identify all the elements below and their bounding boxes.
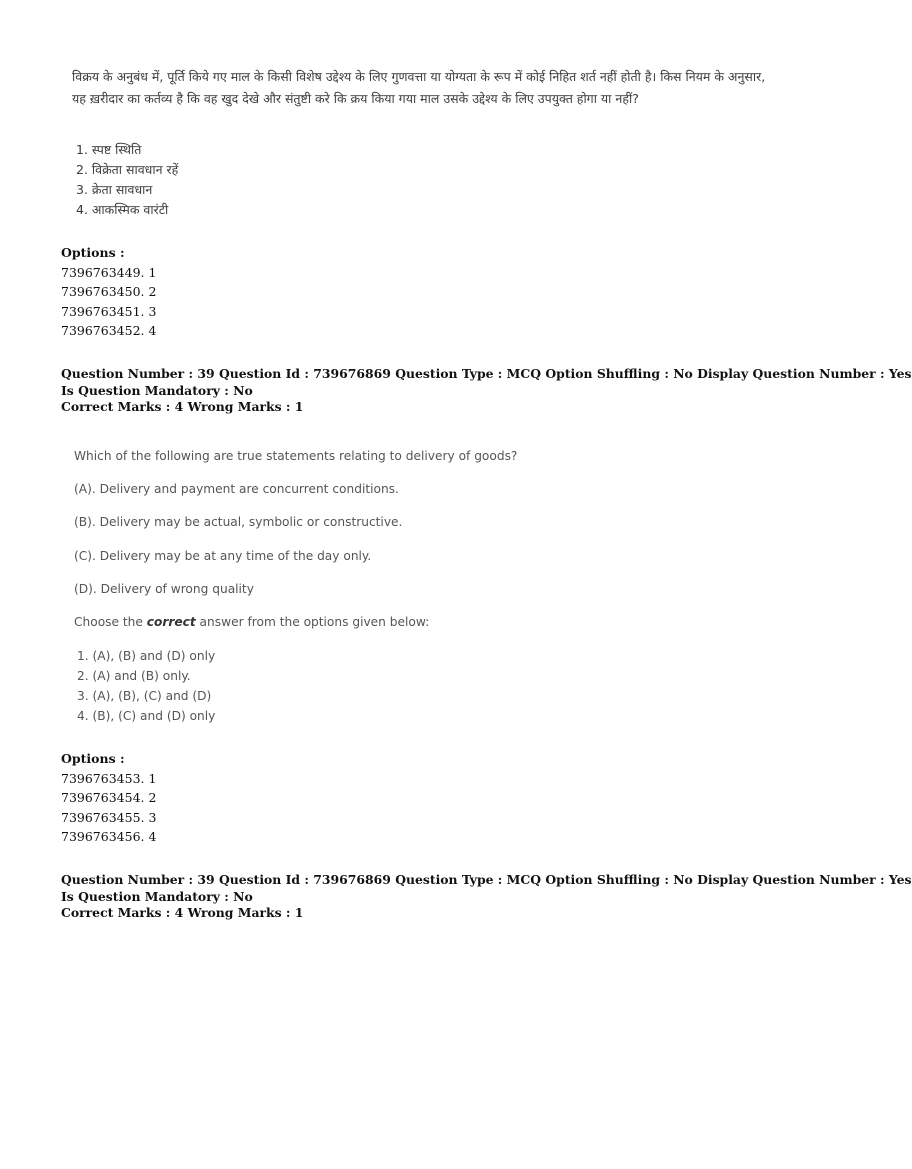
option-id: 7396763452. 4: [61, 323, 157, 339]
options-block-1: [61, 243, 156, 341]
options-block-2: [61, 749, 156, 847]
question-text: Which of the following are true statements relating to delivery of goods?: [74, 449, 518, 463]
option-id: 7396763450. 2: [61, 284, 157, 300]
option-id: 7396763455. 3: [61, 809, 157, 825]
correct-keyword: correct: [146, 615, 196, 629]
question-meta-line: Correct Marks : 4 Wrong Marks : 1: [61, 399, 304, 414]
options-label: Options :: [61, 751, 125, 766]
list-item: 4. (B), (C) and (D) only: [77, 709, 216, 723]
choose-instruction: Choose the correct answer from the options given below:: [74, 615, 430, 629]
option-id: 7396763456. 4: [61, 829, 157, 845]
hindi-question-text: विक्रय के अनुबंध में, पूर्ति किये गए माल के किसी विशेष उद्देश्य के लिए गुणवत्ता या योग्यता के रूप में कोई निहित शर्त नहीं होती है। किस नियम के अनुसार, यह ख़रीदार का कर्तव्य है कि वह खुद देखे और संतुष्टी करे कि क्रय किया गया माल उसके उद्देश्य के लिए उपयुक्त होगा या नहीं?: [72, 69, 766, 106]
option-id: 7396763451. 3: [61, 303, 157, 319]
question-meta-line: Correct Marks : 4 Wrong Marks : 1: [61, 905, 304, 920]
statement-d: (D). Delivery of wrong quality: [74, 582, 254, 596]
question-meta-line: Question Number : 39 Question Id : 739676869 Question Type : MCQ Option Shuffling : No Display Question Number : Yes: [61, 366, 912, 381]
option-id: 7396763454. 2: [61, 790, 157, 806]
statement-a: (A). Delivery and payment are concurrent conditions.: [74, 482, 399, 496]
question-meta-line: Is Question Mandatory : No: [61, 888, 253, 904]
statement-b: (B). Delivery may be actual, symbolic or constructive.: [74, 515, 403, 529]
statement-c: (C). Delivery may be at any time of the day only.: [74, 549, 372, 563]
list-item: 1. स्पष्ट स्थिति: [76, 142, 142, 157]
hindi-choice-list: [76, 140, 178, 220]
list-item: 3. क्रेता सावधान: [76, 182, 153, 197]
list-item: 2. (A) and (B) only.: [77, 669, 191, 683]
option-id: 7396763453. 1: [61, 770, 157, 786]
options-label: Options :: [61, 245, 125, 260]
question-meta-1: [61, 366, 912, 416]
list-item: 3. (A), (B), (C) and (D): [77, 689, 212, 703]
question-meta-2: [61, 872, 912, 922]
english-question-block: [74, 445, 674, 735]
list-item: 1. (A), (B) and (D) only: [77, 649, 216, 663]
question-meta-line: Is Question Mandatory : No: [61, 382, 253, 398]
option-id: 7396763449. 1: [61, 264, 157, 280]
list-item: 2. विक्रेता सावधान रहें: [76, 162, 179, 177]
question-meta-line: Question Number : 39 Question Id : 739676869 Question Type : MCQ Option Shuffling : No Display Question Number : Yes: [61, 872, 912, 887]
list-item: 4. आकस्मिक वारंटी: [76, 202, 169, 217]
